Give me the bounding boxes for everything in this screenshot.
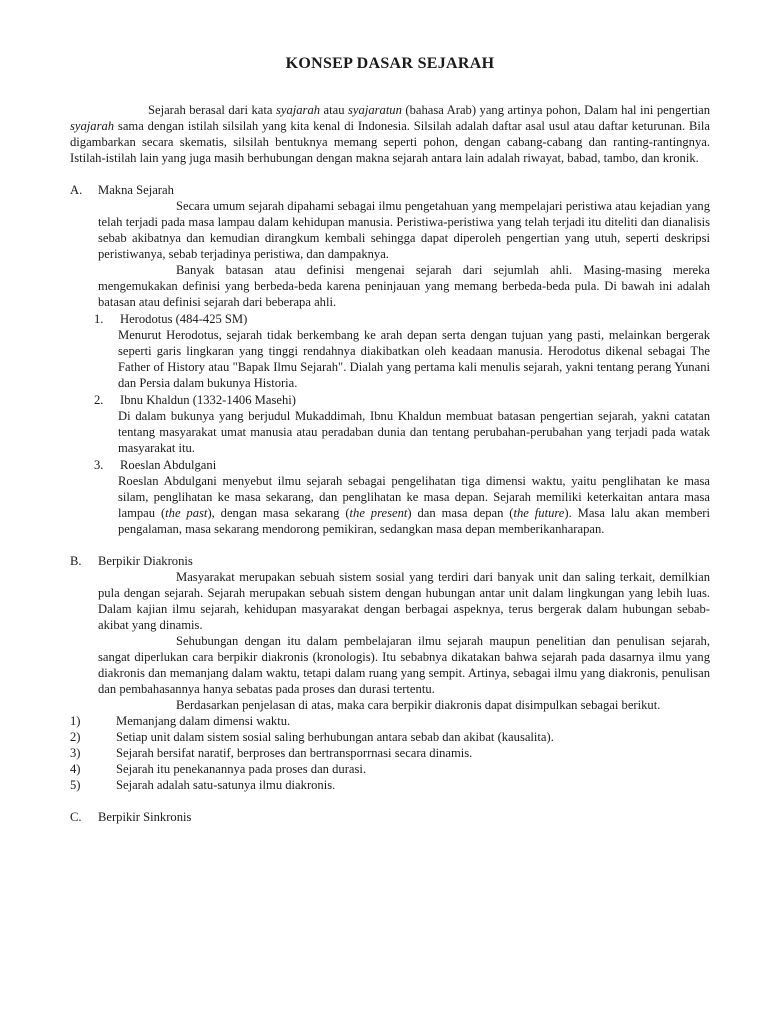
diakronis-list — [70, 713, 710, 793]
section-b-paragraph-3: Berdasarkan penjelasan di atas, maka cara berpikir diakronis dapat disimpulkan sebagai berikut. — [176, 698, 661, 712]
item-number: 5) — [70, 778, 81, 792]
item-text: Setiap unit dalam sistem sosial saling berhubungan antara sebab dan akibat (kausalita). — [116, 730, 554, 744]
item-description: Menurut Herodotus, sejarah tidak berkembang ke arah depan serta dengan tujuan yang pasti, melainkan bergerak seperti garis lingkaran yang tinggi rendahnya diakibatkan oleh keadaan manusia. Herodotus dikenal sebagai The Father of History atau "Bapak Ilmu Sejarah". Dialah yang pertama kali menulis sejarah, yakni tentang perang Yunani dan Persia dalam bukunya Historia. — [118, 328, 710, 390]
item-title: Roeslan Abdulgani — [120, 458, 217, 472]
list-item — [70, 777, 710, 793]
item-text: ), dengan masa sekarang ( — [207, 506, 350, 520]
list-item — [70, 713, 710, 729]
item-number: 1) — [70, 714, 81, 728]
section-b-heading — [70, 553, 710, 569]
item-text: Roeslan Abdulgani menyebut ilmu sejarah sebagai pengelihatan tiga dimensi waktu, yaitu penglihatan ke masa silam, penglihatan ke masa sekarang, dan penglihatan ke masa depan. Sejarah memiliki keterkaitan antara masa lampau ( — [118, 474, 710, 520]
section-title: Makna Sejarah — [98, 183, 174, 197]
item-text: ) dan masa depan ( — [407, 506, 514, 520]
item-text: ). Masa lalu akan memberi pengalaman, masa sekarang mendorong pemikiran, sedangkan masa depan memberikanharapan. — [118, 506, 710, 536]
list-item — [70, 729, 710, 745]
section-letter: B. — [70, 554, 82, 568]
item-term: the future — [513, 506, 565, 520]
item-term: the past — [165, 506, 208, 520]
item-description: Di dalam bukunya yang berjudul Mukaddimah, Ibnu Khaldun membuat batasan pengertian sejarah, yakni catatan tentang masyarakat umat manusia atau peradaban dunia dan tentang perubahan-perubahan yang terjadi pada watak masyarakat itu. — [118, 409, 710, 455]
section-a-paragraph-2: Banyak batasan atau definisi mengenai sejarah dari sejumlah ahli. Masing-masing mereka mengemukakan definisi yang berbeda-beda karena peninjauan yang memang berbeda-beda pula. Di bawah ini adalah batasan atau definisi sejarah dari beberapa ahli. — [98, 263, 710, 309]
list-item — [70, 392, 710, 408]
section-a-paragraph-1: Secara umum sejarah dipahami sebagai ilmu pengetahuan yang mempelajari peristiwa atau kejadian yang telah terjadi pada masa lampau dalam kehidupan manusia. Peristiwa-peristiwa yang telah terjadi itu diteliti dan dianalisis sebab akibatnya dan kemudian dirangkum kembali sehingga dapat diperoleh pengertian yang utuh, seperti deskripsi peristiwanya, sebab terjadinya peristiwa, dan dampaknya. — [98, 199, 710, 261]
section-a-heading — [70, 182, 710, 198]
section-b-paragraph-2: Sehubungan dengan itu dalam pembelajaran ilmu sejarah maupun penelitian dan penulisan sejarah, sangat diperlukan cara berpikir diakronis (kronologis). Itu sebabnya dikatakan bahwa sejarah pada dasarnya ilmu yang diakronis dan memanjang dalam waktu, tetapi dalam ruang yang sempit. Artinya, sebagai ilmu yang diakronis, penulisan dan pembahasannya hanya sebatas pada proses dan durasi tertentu. — [98, 634, 710, 696]
intro-text: Sejarah berasal dari kata — [148, 103, 276, 117]
intro-term: syajarah — [275, 103, 321, 117]
intro-text: sama dengan istilah silsilah yang kita kenal di Indonesia. Silsilah adalah daftar asal usul atau daftar keturunan. Bila digambarkan secara skematis, silsilah bentuknya memang seperti pohon, dengan cabang-cabang dan ranting-rantingnya. Istilah-istilah lain yang juga masih berhubungan dengan makna sejarah antara lain adalah riwayat, babad, tambo, dan kronik. — [70, 119, 710, 165]
item-number: 2. — [94, 393, 104, 407]
item-title: Herodotus (484-425 SM) — [120, 312, 248, 326]
item-text: Sejarah bersifat naratif, berproses dan bertransporrnasi secara dinamis. — [116, 746, 473, 760]
item-number: 3) — [70, 746, 81, 760]
section-title: Berpikir Sinkronis — [98, 810, 192, 824]
section-b-paragraph-1: Masyarakat merupakan sebuah sistem sosial yang terdiri dari banyak unit dan saling terkait, demilkian pula dengan sejarah. Sejarah merupakan sebuah sistem dengan hubungan antar unit dalam lingkungan yang lebih luas. Dalam kajian ilmu sejarah, kehidupan masyarakat dengan berbagai aspeknya, terus bergerak dalam hubungan sebab-akibat yang dinamis. — [98, 570, 710, 632]
item-description — [70, 473, 710, 537]
intro-term: syajaratun — [348, 103, 402, 117]
list-item — [70, 761, 710, 777]
item-text: Sejarah adalah satu-satunya ilmu diakronis. — [116, 778, 336, 792]
intro-text: (bahasa Arab) yang artinya pohon, Dalam hal ini pengertian — [401, 103, 710, 117]
list-item — [70, 457, 710, 473]
item-number: 4) — [70, 762, 81, 776]
section-c-heading — [70, 809, 710, 825]
intro-term: syajarah — [70, 119, 115, 133]
section-title: Berpikir Diakronis — [98, 554, 193, 568]
item-text: Sejarah itu penekanannya pada proses dan durasi. — [116, 762, 367, 776]
item-number: 1. — [94, 312, 104, 326]
item-number: 2) — [70, 730, 81, 744]
item-number: 3. — [94, 458, 104, 472]
section-letter: A. — [70, 183, 83, 197]
section-a-body — [70, 198, 710, 310]
intro-paragraph — [70, 102, 710, 166]
intro-text: atau — [320, 103, 349, 117]
item-title: Ibnu Khaldun (1332-1406 Masehi) — [120, 393, 296, 407]
page-title: KONSEP DASAR SEJARAH — [285, 55, 495, 72]
section-b-body — [70, 569, 710, 713]
list-item — [70, 745, 710, 761]
item-text: Memanjang dalam dimensi waktu. — [116, 714, 291, 728]
definition-list — [70, 311, 710, 537]
item-term: the present — [349, 506, 408, 520]
section-letter: C. — [70, 810, 82, 824]
list-item — [70, 311, 710, 327]
